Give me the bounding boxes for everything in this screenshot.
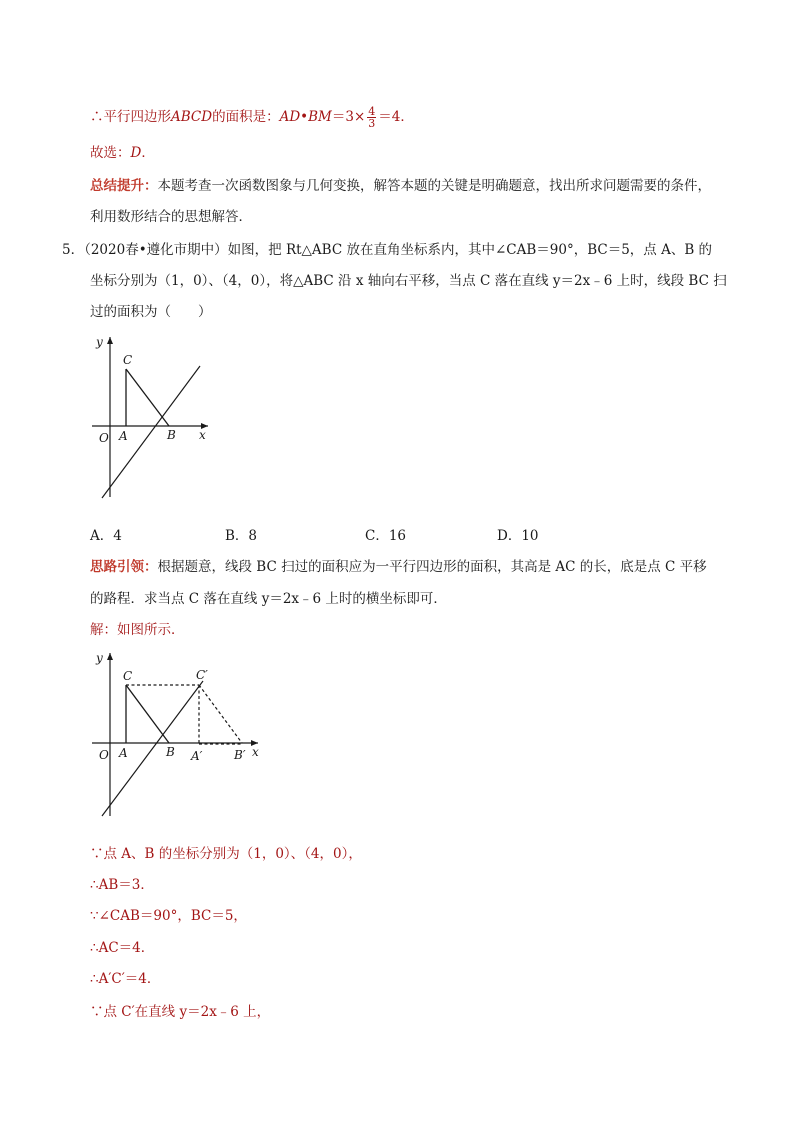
label-O: O xyxy=(99,748,109,762)
hint-line-2 xyxy=(90,590,447,608)
step-3: ∵∠CAB＝90°，BC＝5， xyxy=(90,908,247,924)
problem-text-2: 坐标分别为（1，0）、（4，0），将△ABC 沿 x 轴向右平移，当点 C 落在直线 y＝2x﹣6 上时，线段 BC 扫 xyxy=(90,273,727,289)
fraction-numerator: 4 xyxy=(368,105,376,118)
step-5: ∴A′C′＝4． xyxy=(90,971,161,987)
area-result: ＝4． xyxy=(378,109,414,125)
hint-text-2: 的路程．求当点 C 落在直线 y＝2x﹣6 上时的横坐标即可． xyxy=(90,591,447,607)
summary-label: 总结提升： xyxy=(90,178,158,194)
problem-line-1 xyxy=(62,241,712,259)
problem-number: 5． xyxy=(62,242,85,258)
figure-2-translation-diagram xyxy=(90,648,275,823)
area-equals-three-times: ＝3× xyxy=(331,109,366,125)
choice-d: D．10 xyxy=(497,528,539,544)
choice-a: A．4 xyxy=(90,528,122,544)
problem-line-3 xyxy=(90,303,212,321)
summary-line-1 xyxy=(90,177,711,195)
segment-CB xyxy=(126,685,169,743)
label-A-prime: A′ xyxy=(191,749,203,763)
step-2: ∴AB＝3． xyxy=(90,877,154,893)
area-expression: AD•BM xyxy=(279,109,332,125)
label-B-prime: B′ xyxy=(234,748,246,762)
label-B: B xyxy=(166,745,175,759)
answer-line xyxy=(90,144,155,162)
choices-row xyxy=(90,527,590,545)
line-y-2x-6 xyxy=(102,366,200,498)
label-O: O xyxy=(99,431,109,445)
choice-c: C．16 xyxy=(365,528,407,544)
choice-b: B．8 xyxy=(225,528,258,544)
answer-choice: D xyxy=(130,145,142,161)
fraction xyxy=(367,106,376,129)
problem-text-3: 过的面积为（ ） xyxy=(90,304,212,320)
step-4: ∴AC＝4． xyxy=(90,940,155,956)
label-C-prime: C′ xyxy=(196,668,208,682)
label-B: B xyxy=(167,428,176,442)
step-1: ∵点 A、B 的坐标分别为（1，0）、（4，0）， xyxy=(90,846,362,862)
summary-text-1: 本题考查一次函数图象与几何变换，解答本题的关键是明确题意，找出所求问题需要的条件， xyxy=(157,178,711,194)
label-y: y xyxy=(96,335,103,349)
dashed-C-prime-B-prime xyxy=(199,685,242,743)
problem-line-2 xyxy=(90,272,727,290)
problem-text-1: （2020春•遵化市期中）如图，把 Rt△ABC 放在直角坐标系内，其中∠CAB＝90°，BC＝5，点 A、B 的 xyxy=(84,242,713,258)
figure-1-coordinate-diagram xyxy=(90,332,220,507)
hint-label: 思路引领： xyxy=(90,559,158,575)
area-prefix: ∴平行四边形 xyxy=(90,109,171,125)
hint-line-1 xyxy=(90,558,707,576)
label-y: y xyxy=(96,651,103,665)
label-A: A xyxy=(119,746,128,760)
answer-label: 故选： xyxy=(90,145,131,161)
answer-end: ． xyxy=(141,145,155,161)
label-C: C xyxy=(123,669,133,683)
label-A: A xyxy=(119,429,128,443)
area-mid-text: 的面积是： xyxy=(212,109,280,125)
parallelogram-name: ABCD xyxy=(171,109,213,125)
fraction-denominator: 3 xyxy=(368,117,376,130)
step-6: ∵点 C′在直线 y＝2x﹣6 上， xyxy=(90,1004,271,1020)
summary-text-2: 利用数形结合的思想解答． xyxy=(90,209,252,225)
summary-line-2 xyxy=(90,208,252,226)
label-C: C xyxy=(123,353,133,367)
label-x: x xyxy=(199,428,206,442)
solution-intro: 解：如图所示． xyxy=(90,622,185,638)
label-x: x xyxy=(252,745,259,759)
line-y-2x-6 xyxy=(102,681,203,816)
segment-CB xyxy=(126,369,169,426)
hint-text-1: 根据题意，线段 BC 扫过的面积应为一平行四边形的面积，其高是 AC 的长，底是点 C 平移 xyxy=(157,559,707,575)
area-result-line xyxy=(90,106,414,129)
